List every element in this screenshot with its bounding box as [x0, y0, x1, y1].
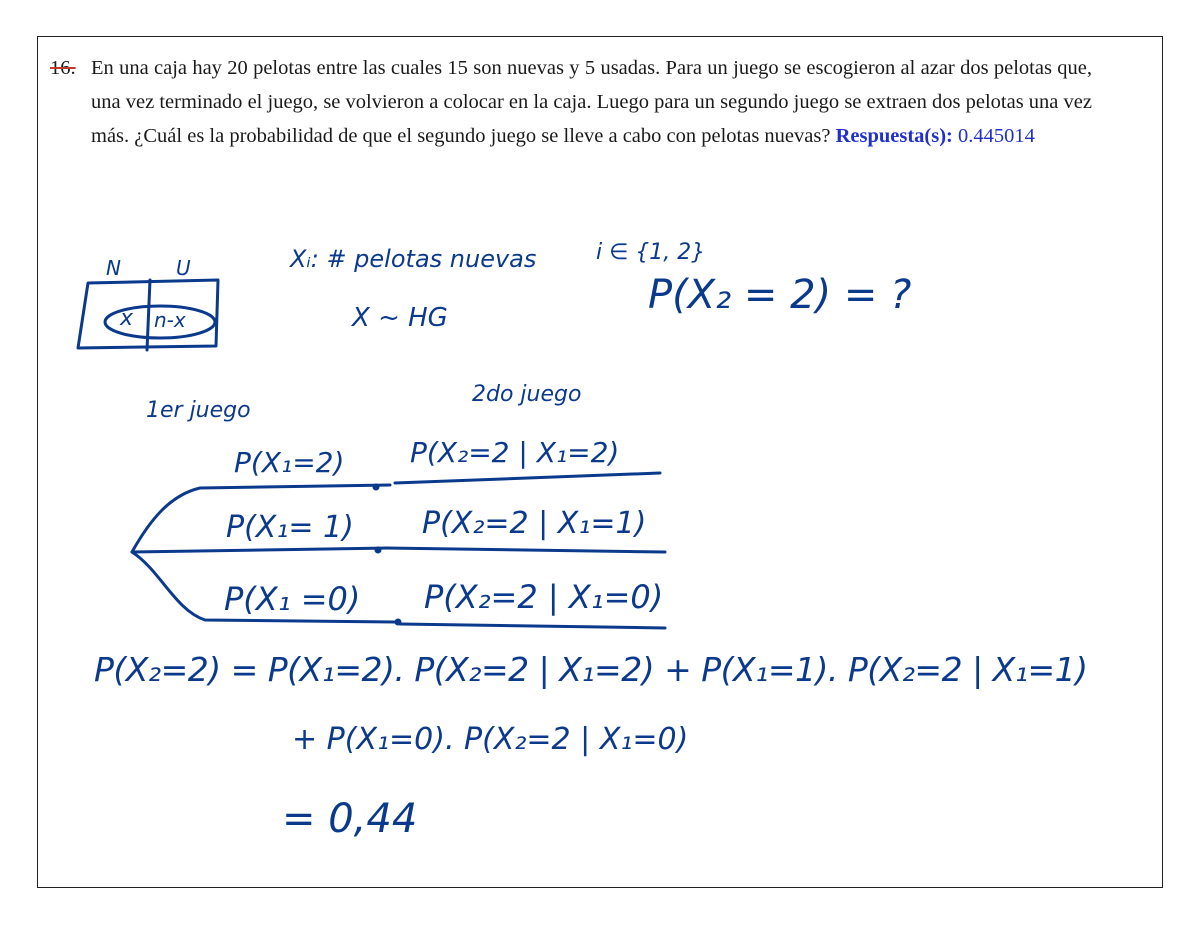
tree-line-top [395, 473, 660, 483]
problem-text: En una caja hay 20 pelotas entre las cuales 15 son nuevas y 5 usadas. Para un juego se escogieron al azar dos pelotas que, una vez terminado el juego, se volvieron a colocar en la caja. Luego para un segundo juego se extraen dos pelotas una vez más. ¿Cuál es la probabilidad de que el segundo juego se lleve a cabo con pelotas nuevas? [91, 57, 1092, 147]
total-probability-line2: + P(X₁=0). P(X₂=2 | X₁=0) [292, 722, 689, 757]
tree-dot-2 [376, 548, 380, 552]
tree-dot-3 [396, 620, 400, 624]
table-divider [147, 280, 150, 350]
problem-number: 16. [50, 57, 76, 79]
label-cell-x: x [120, 306, 134, 331]
definition-xi: Xᵢ: # pelotas nuevas [290, 245, 537, 273]
branch1-second: P(X₂=2 | X₁=2) [410, 436, 620, 469]
second-game-label: 2do juego [472, 382, 582, 407]
label-col-n: N [106, 256, 121, 280]
label-cell-nx: n-x [154, 308, 186, 332]
tree-branch-mid [132, 548, 388, 552]
branch3-second: P(X₂=2 | X₁=0) [424, 578, 664, 616]
tree-dot-1 [374, 485, 378, 489]
branch1-first: P(X₁=2) [234, 446, 345, 479]
total-probability-line1: P(X₂=2) = P(X₁=2). P(X₂=2 | X₁=2) + P(X₁=1). P(X₂=2 | X₁=1) [94, 650, 1088, 689]
tree-line-bottom [400, 624, 665, 628]
answer-value: 0.445014 [958, 125, 1035, 147]
index-set: i ∈ {1, 2} [596, 240, 706, 265]
branch2-second: P(X₂=2 | X₁=1) [422, 506, 647, 541]
tree-line-mid [385, 548, 665, 552]
label-col-u: U [176, 256, 191, 280]
distribution: X ~ HG [352, 303, 448, 333]
final-result: = 0,44 [282, 796, 418, 842]
answer-label: Respuesta(s): [835, 125, 953, 147]
first-game-label: 1er juego [146, 398, 251, 423]
branch3-first: P(X₁ =0) [224, 580, 361, 618]
branch2-first: P(X₁= 1) [226, 510, 354, 545]
goal: P(X₂ = 2) = ? [648, 272, 912, 318]
